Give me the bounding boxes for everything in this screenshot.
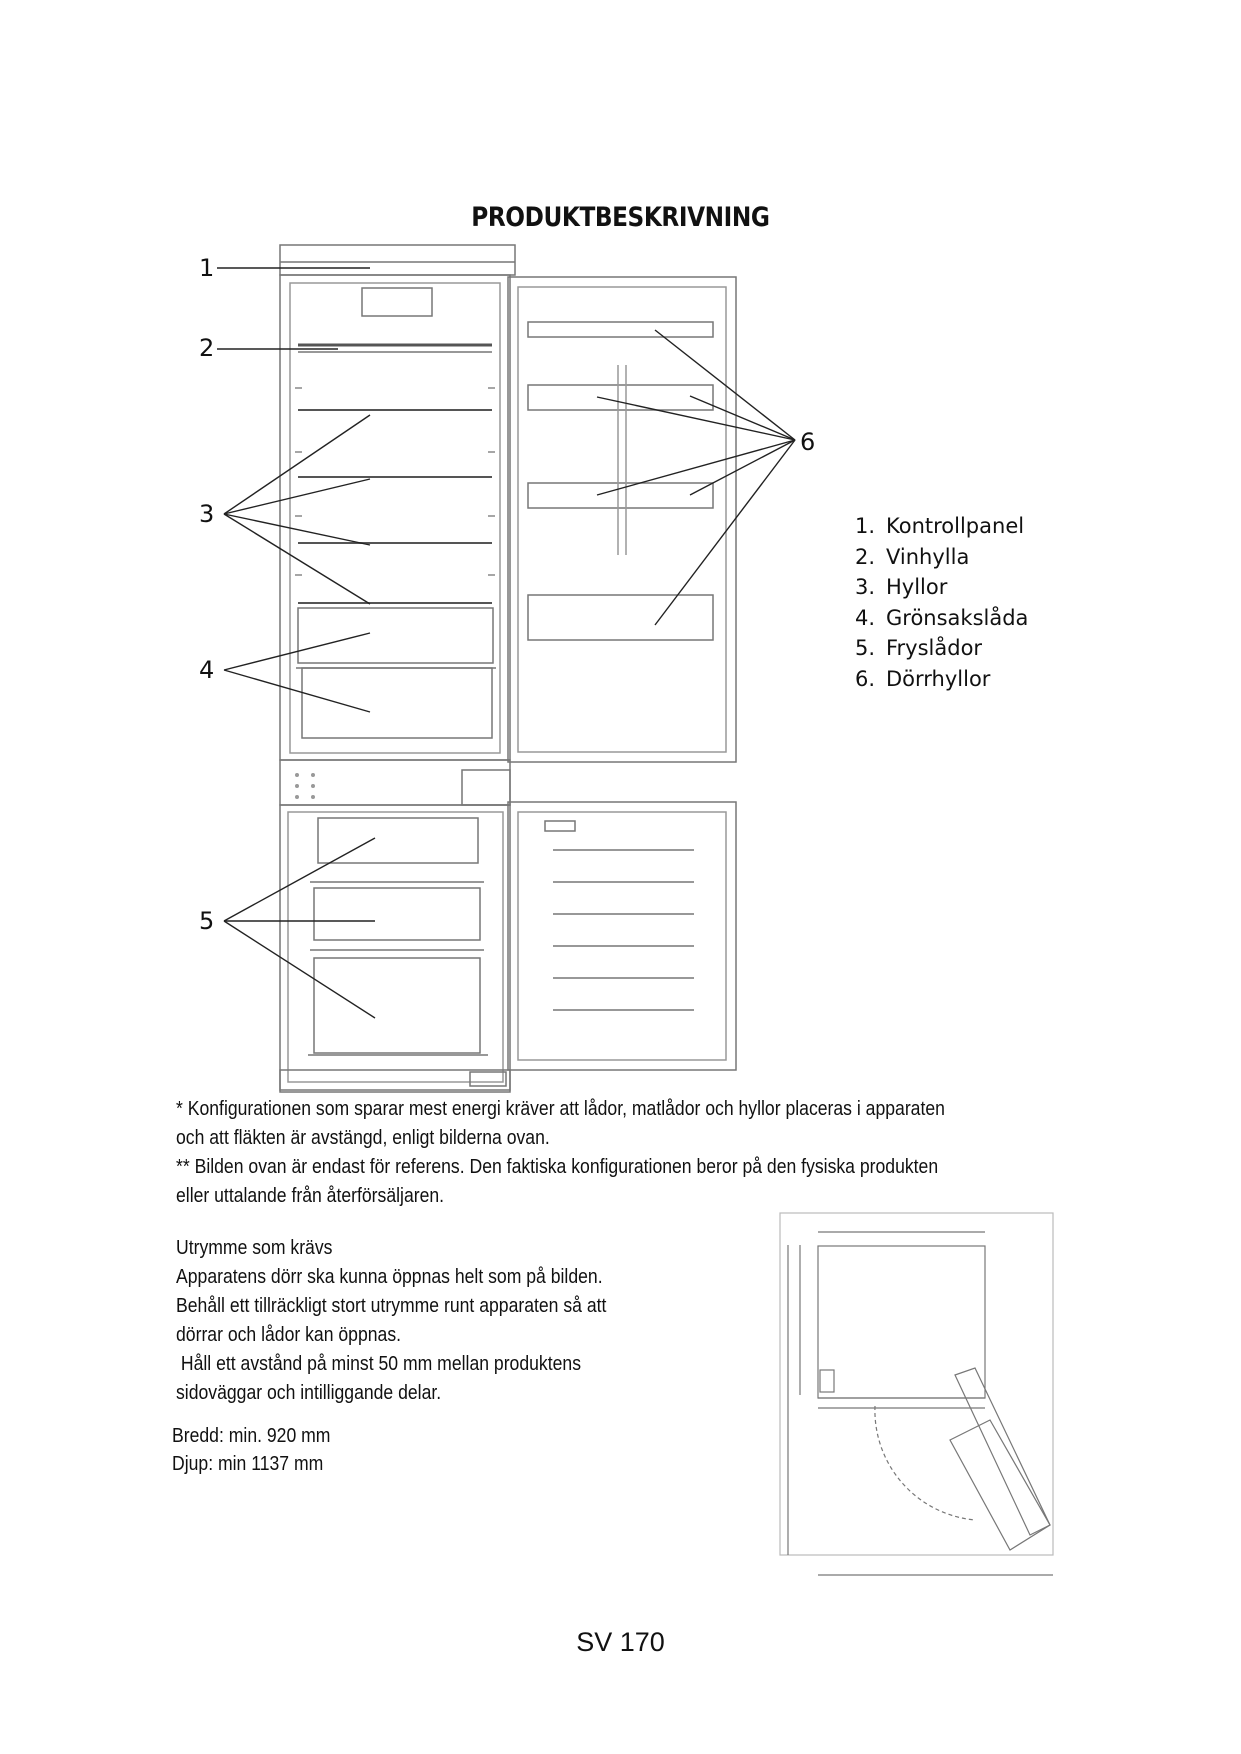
note-2-line-2: eller uttalande från återförsäljaren. bbox=[176, 1185, 445, 1207]
callout-4: 4 bbox=[199, 656, 215, 684]
page-title: PRODUKTBESKRIVNING bbox=[471, 202, 770, 233]
legend-item: 2. Vinhylla bbox=[855, 544, 970, 569]
space-line: dörrar och lådor kan öppnas. bbox=[176, 1324, 402, 1346]
legend-item: 3. Hyllor bbox=[855, 575, 948, 599]
callout-1: 1 bbox=[199, 254, 215, 282]
legend-item: 6. Dörrhyllor bbox=[855, 666, 991, 691]
parts-legend bbox=[855, 511, 1028, 694]
callout-3: 3 bbox=[199, 500, 215, 528]
space-line: Håll ett avstånd på minst 50 mm mellan produktens bbox=[176, 1353, 581, 1375]
depth-requirement: Djup: min 1137 mm bbox=[172, 1453, 324, 1475]
space-heading: Utrymme som krävs bbox=[176, 1237, 333, 1259]
space-line: Apparatens dörr ska kunna öppnas helt som på bilden. bbox=[176, 1266, 603, 1288]
callout-2: 2 bbox=[199, 334, 215, 362]
callout-6: 6 bbox=[800, 428, 816, 456]
configuration-notes bbox=[176, 1095, 1106, 1211]
note-2-line-1: ** Bilden ovan är endast för referens. Den faktiska konfigurationen beror på den fysiska produkten bbox=[176, 1156, 939, 1178]
note-1-line-1: * Konfigurationen som sparar mest energi kräver att lådor, matlådor och hyllor placeras i apparaten bbox=[176, 1098, 945, 1120]
width-requirement: Bredd: min. 920 mm bbox=[172, 1425, 331, 1447]
callout-5: 5 bbox=[199, 907, 215, 935]
space-requirements bbox=[176, 1234, 665, 1408]
space-line: sidoväggar och intilliggande delar. bbox=[176, 1382, 442, 1404]
page-footer: SV 170 bbox=[576, 1627, 665, 1657]
legend-item: 5. Fryslådor bbox=[855, 636, 983, 660]
legend-item: 4. Grönsakslåda bbox=[855, 605, 1029, 630]
legend-item: 1. Kontrollpanel bbox=[855, 514, 1025, 538]
dimensions bbox=[172, 1422, 352, 1478]
note-1-line-2: och att fläkten är avstängd, enligt bilderna ovan. bbox=[176, 1127, 550, 1149]
space-line: Behåll ett tillräckligt stort utrymme runt apparaten så att bbox=[176, 1295, 607, 1317]
